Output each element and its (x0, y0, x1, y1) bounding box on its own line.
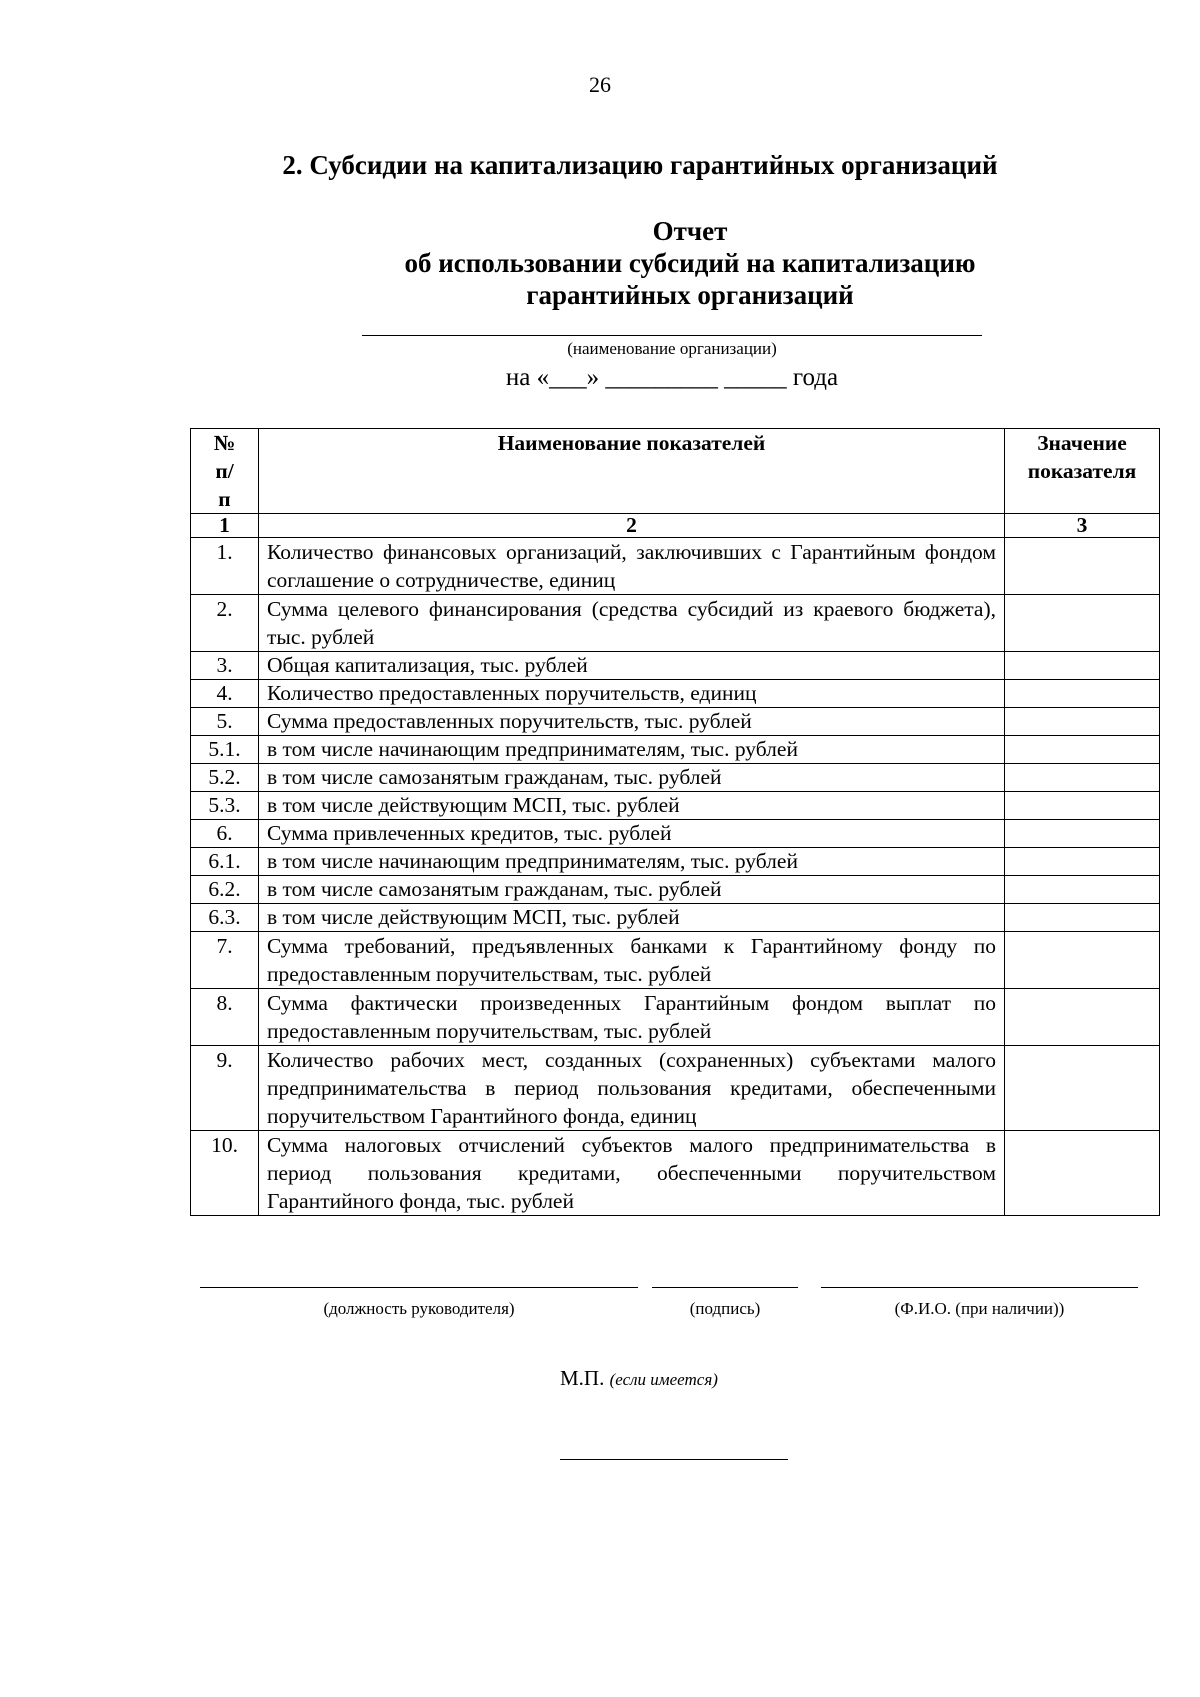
row-indicator-name-cell: Количество финансовых организаций, заключивших с Гарантийным фондом соглашение о сотрудничестве, единиц (259, 538, 1005, 595)
position-signature-line (200, 1287, 638, 1288)
row-number-cell: 2. (191, 595, 259, 652)
report-title-line-1: Отчет (652, 216, 728, 246)
table-header-row (191, 429, 1160, 514)
row-number-cell: 6.3. (191, 904, 259, 932)
row-number-cell: 4. (191, 680, 259, 708)
row-indicator-name-cell: Сумма целевого финансирования (средства субсидий из краевого бюджета), тыс. рублей (259, 595, 1005, 652)
header-indicator-value: Значение показателя (1005, 429, 1160, 514)
row-number-cell: 6. (191, 820, 259, 848)
stamp-place (560, 1366, 860, 1391)
row-indicator-name-cell: Сумма фактически произведенных Гарантийным фондом выплат по предоставленным поручительствам, тыс. рублей (259, 989, 1005, 1046)
table-row (191, 764, 1160, 792)
table-row (191, 848, 1160, 876)
table-row (191, 876, 1160, 904)
row-indicator-name-cell: в том числе самозанятым гражданам, тыс. рублей (259, 876, 1005, 904)
row-indicator-value-cell (1005, 989, 1160, 1046)
row-number-cell: 5.3. (191, 792, 259, 820)
indicators-table (190, 428, 1160, 1216)
row-indicator-name-cell: Сумма требований, предъявленных банками к Гарантийному фонду по предоставленным поручительствам, тыс. рублей (259, 932, 1005, 989)
row-indicator-name-cell: Количество рабочих мест, созданных (сохраненных) субъектами малого предпринимательства в период пользования кредитами, обеспеченными поручительством Гарантийного фонда, единиц (259, 1046, 1005, 1131)
row-indicator-value-cell (1005, 876, 1160, 904)
row-indicator-value-cell (1005, 538, 1160, 595)
organization-name-blank (362, 335, 982, 336)
end-of-document-line (560, 1459, 788, 1460)
row-indicator-value-cell (1005, 904, 1160, 932)
table-row (191, 1131, 1160, 1216)
row-indicator-name-cell: в том числе действующим МСП, тыс. рублей (259, 792, 1005, 820)
full-name-caption: (Ф.И.О. (при наличии)) (894, 1299, 1065, 1318)
table-row (191, 652, 1160, 680)
index-cell: 1 (191, 514, 259, 538)
row-indicator-name-cell: в том числе самозанятым гражданам, тыс. рублей (259, 764, 1005, 792)
table-row (191, 792, 1160, 820)
row-indicator-value-cell (1005, 848, 1160, 876)
row-indicator-name-cell: Количество предоставленных поручительств, единиц (259, 680, 1005, 708)
report-title-line-2: об использовании субсидий на капитализацию (404, 248, 976, 278)
row-number-cell: 7. (191, 932, 259, 989)
report-date-line: на «___» _________ _____ года (505, 364, 839, 391)
row-indicator-name-cell: Сумма предоставленных поручительств, тыс. рублей (259, 708, 1005, 736)
page-number: 26 (589, 72, 611, 97)
row-number-cell: 5. (191, 708, 259, 736)
row-indicator-value-cell (1005, 736, 1160, 764)
row-indicator-name-cell: Сумма привлеченных кредитов, тыс. рублей (259, 820, 1005, 848)
row-indicator-value-cell (1005, 764, 1160, 792)
table-row (191, 595, 1160, 652)
row-indicator-value-cell (1005, 708, 1160, 736)
row-number-cell: 5.1. (191, 736, 259, 764)
signature-line (652, 1287, 798, 1288)
table-row (191, 820, 1160, 848)
table-row (191, 1046, 1160, 1131)
row-number-cell: 6.2. (191, 876, 259, 904)
report-title-line-3: гарантийных организаций (526, 280, 854, 310)
row-indicator-name-cell: в том числе начинающим предпринимателям, тыс. рублей (259, 736, 1005, 764)
stamp-note: (если имеется) (609, 1370, 718, 1389)
row-number-cell: 10. (191, 1131, 259, 1216)
row-number-cell: 5.2. (191, 764, 259, 792)
table-row (191, 708, 1160, 736)
row-number-cell: 9. (191, 1046, 259, 1131)
header-indicator-name: Наименование показателей (259, 429, 1005, 514)
row-indicator-value-cell (1005, 932, 1160, 989)
row-indicator-name-cell: Сумма налоговых отчислений субъектов малого предпринимательства в период пользования кредитами, обеспеченными поручительством Гарантийного фонда, тыс. рублей (259, 1131, 1005, 1216)
row-number-cell: 6.1. (191, 848, 259, 876)
row-indicator-value-cell (1005, 652, 1160, 680)
row-indicator-name-cell: в том числе действующим МСП, тыс. рублей (259, 904, 1005, 932)
row-indicator-value-cell (1005, 680, 1160, 708)
row-indicator-name-cell: в том числе начинающим предпринимателям, тыс. рублей (259, 848, 1005, 876)
report-title (300, 215, 1080, 311)
table-row (191, 538, 1160, 595)
table-index-row (191, 514, 1160, 538)
full-name-signature-line (821, 1287, 1138, 1288)
row-indicator-value-cell (1005, 792, 1160, 820)
row-indicator-name-cell: Общая капитализация, тыс. рублей (259, 652, 1005, 680)
index-cell: 2 (259, 514, 1005, 538)
row-indicator-value-cell (1005, 820, 1160, 848)
row-number-cell: 3. (191, 652, 259, 680)
row-indicator-value-cell (1005, 595, 1160, 652)
organization-caption: (наименование организации) (567, 339, 777, 358)
row-indicator-value-cell (1005, 1046, 1160, 1131)
row-number-cell: 1. (191, 538, 259, 595)
table-row (191, 989, 1160, 1046)
position-caption: (должность руководителя) (323, 1299, 515, 1318)
section-title: 2. Субсидии на капитализацию гарантийных организаций (282, 150, 998, 180)
row-indicator-value-cell (1005, 1131, 1160, 1216)
table-row (191, 680, 1160, 708)
table-row (191, 932, 1160, 989)
table-row (191, 736, 1160, 764)
row-number-cell: 8. (191, 989, 259, 1046)
header-number: № п/п (191, 429, 259, 514)
stamp-label: М.П. (560, 1366, 605, 1390)
table-row (191, 904, 1160, 932)
signature-caption: (подпись) (689, 1299, 761, 1318)
index-cell: 3 (1005, 514, 1160, 538)
